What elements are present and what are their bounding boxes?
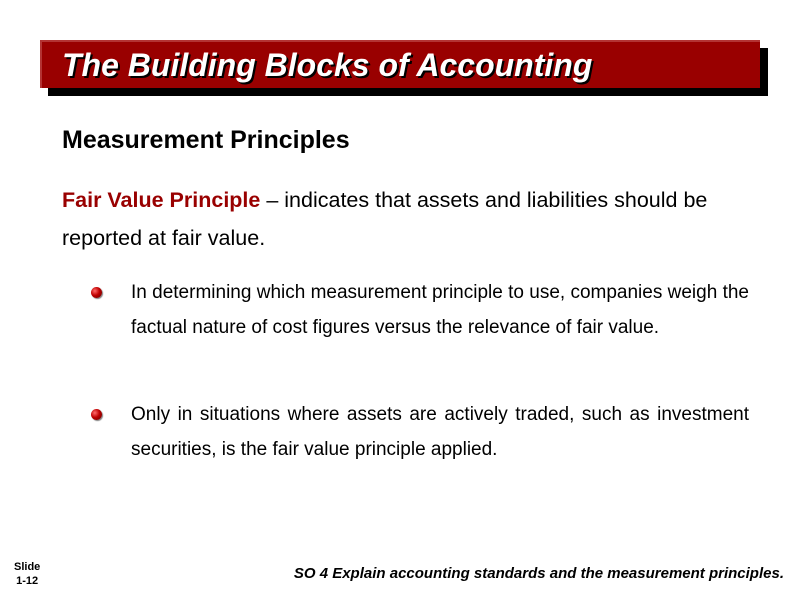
bullet-item: Only in situations where assets are actively traded, such as investment securities, is the fair value principle applied. (131, 404, 749, 460)
title-bar (40, 40, 760, 88)
slide-number (14, 560, 40, 588)
intro-paragraph (62, 181, 768, 257)
principle-term: Fair Value Principle (62, 188, 261, 212)
bullet-item: In determining which measurement principle to use, companies weigh the factual nature of cost figures versus the relevance of fair value. (131, 282, 749, 338)
slide-label-text: Slide (14, 561, 41, 573)
study-objective-footer: SO 4 Explain accounting standards and the measurement principles. (293, 565, 784, 582)
bullet-icon (91, 409, 102, 420)
principle-definition: – indicates that assets and liabilities should be reported at fair value. (62, 188, 708, 250)
section-heading: Measurement Principles (62, 126, 350, 154)
bullet-icon (91, 287, 102, 298)
slide-title: The Building Blocks of Accounting (62, 47, 593, 83)
slide-number-text: 1-12 (16, 575, 39, 587)
